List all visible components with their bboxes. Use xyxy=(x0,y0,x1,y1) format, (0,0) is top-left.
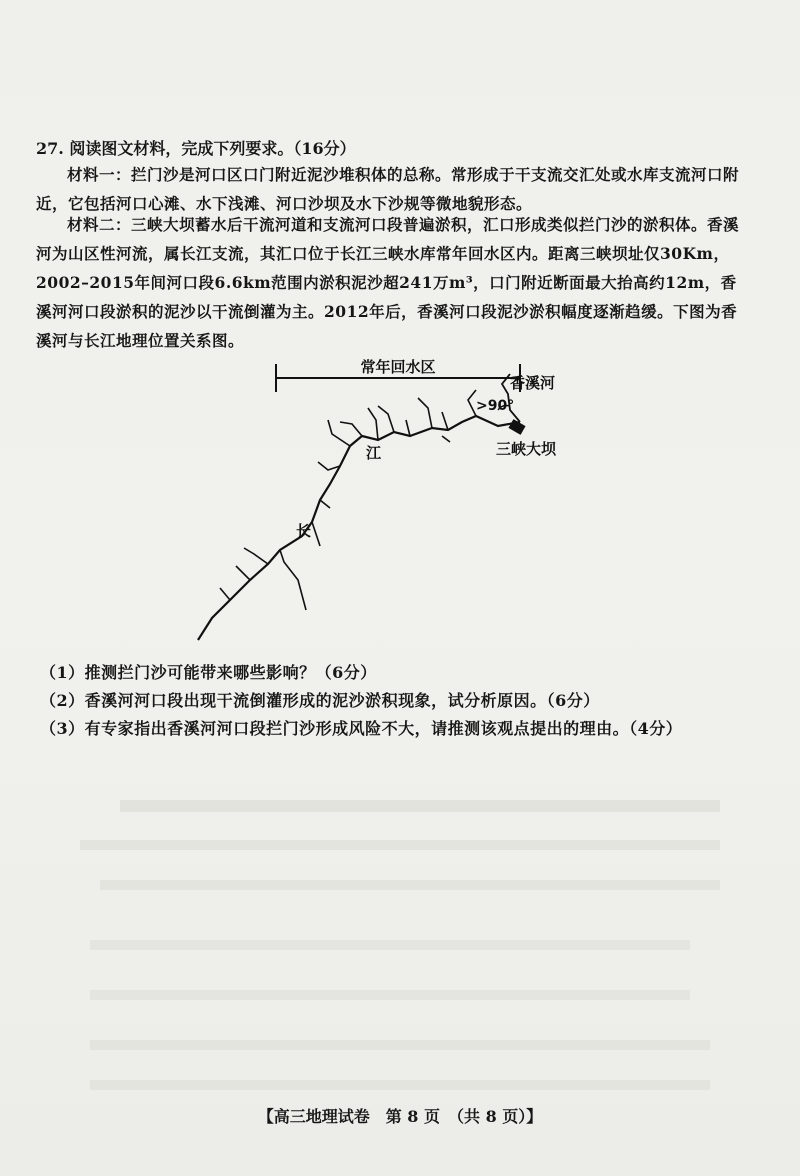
river-char-jiang: 江 xyxy=(366,444,382,462)
sub-question-1: （1）推测拦门沙可能带来哪些影响？（6分） xyxy=(40,663,377,682)
yangtze-river-line xyxy=(198,416,520,640)
river-location-map xyxy=(180,350,600,650)
sub-question-3: （3）有专家指出香溪河河口段拦门沙形成风险不大，请推测该观点提出的理由。（4分） xyxy=(40,719,683,738)
question-header: 27. 阅读图文材料，完成下列要求。（16分） xyxy=(36,139,356,158)
page-footer: 【高三地理试卷 第 8 页 （共 8 页）】 xyxy=(257,1107,543,1126)
backwater-label: 常年回水区 xyxy=(360,358,436,376)
material-two-label: 材料二： xyxy=(67,215,132,234)
dam-symbol xyxy=(508,419,525,435)
material-two-text: 三峡大坝蓄水后干流河道和支流河口段普遍淤积，汇口形成类似拦门沙的淤积体。香溪河为山区性河流，属长江支流，其汇口位于长江三峡水库常年回水区内。距离三峡坝址仅30Km，2002–2015年间河口段6.6km范围内淤积泥沙超241万m³，口门附近断面最大抬高约12m，香溪河河口段淤积的泥沙以干流倒灌为主。2012年后，香溪河口段泥沙淤积幅度逐渐趋缓。下图为香溪河与长江地理位置关系图。 xyxy=(36,215,740,350)
material-two xyxy=(36,210,748,355)
material-one-text: 拦门沙是河口区口门附近泥沙堆积体的总称。常形成于干支流交汇处或水库支流河口附近，它包括河口心滩、水下浅滩、河口沙坝及水下沙规等微地貌形态。 xyxy=(36,165,740,213)
material-one-label: 材料一： xyxy=(67,165,132,184)
angle-label: >90° xyxy=(476,398,515,414)
tributary-label: 香溪河 xyxy=(510,374,556,392)
dam-label: 三峡大坝 xyxy=(496,440,557,458)
river-char-chang: 长 xyxy=(296,522,312,540)
tributaries xyxy=(220,390,476,610)
sub-question-2: （2）香溪河河口段出现干流倒灌形成的泥沙淤积现象，试分析原因。（6分） xyxy=(40,691,600,710)
